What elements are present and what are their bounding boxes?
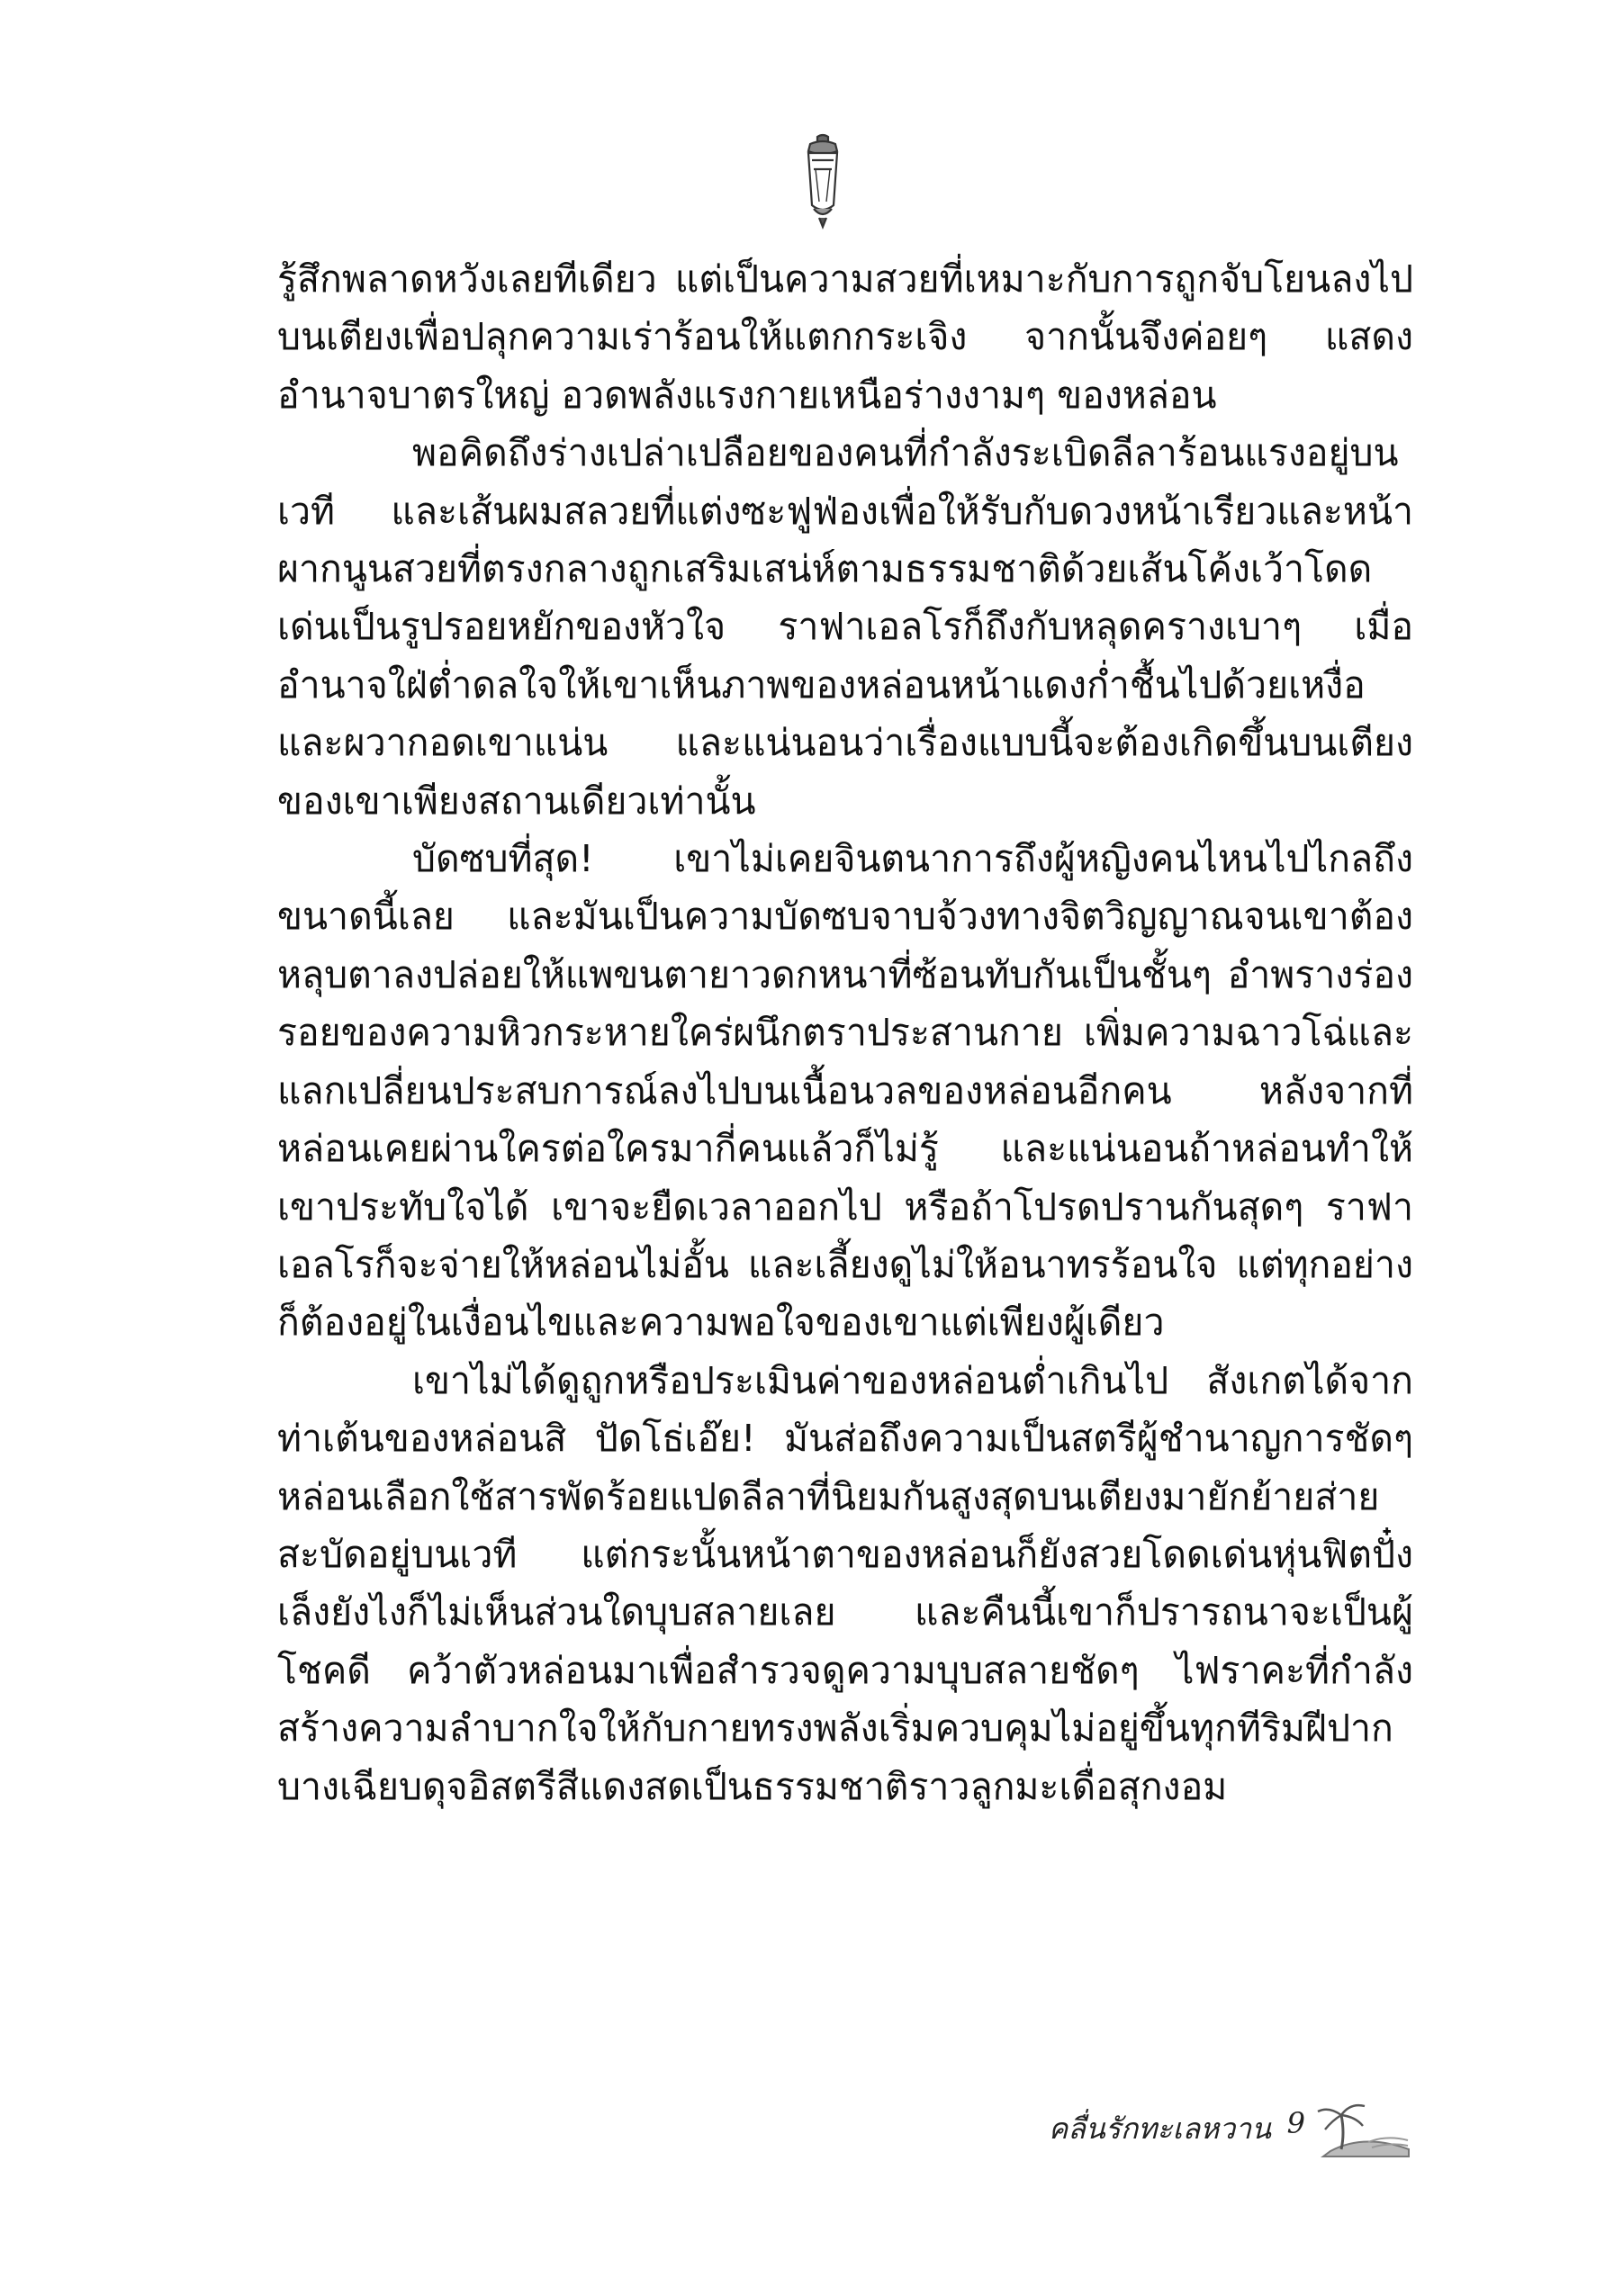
island-palm-emblem-icon <box>1314 2097 1413 2160</box>
book-title: คลื่นรักทะเลหวาน <box>1048 2111 1271 2146</box>
lantern-ornament-icon <box>798 133 848 230</box>
paragraph-4: เขาไม่ได้ดูถูกหรือประเมินค่าของหล่อนต่ำเกินไป สังเกตได้จากท่าเต้นของหล่อนสิ ปัดโธ่เอ๊ย! มันส่อถึงความเป็นสตรีผู้ชำนาญการชัดๆ หล่อนเลือกใช้สารพัดร้อยแปดลีลาที่นิยมกันสูงสุดบนเตียงมายักย้ายส่ายสะบัดอยู่บนเวที แต่กระนั้นหน้าตาของหล่อนก็ยังสวยโดดเด่นหุ่นฟิตปั๋ง เล็งยังไงก็ไม่เห็นส่วนใดบุบสลายเลย และคืนนี้เขาก็ปรารถนาจะเป็นผู้โชคดี คว้าตัวหล่อนมาเพื่อสำรวจดูความบุบสลายชัดๆ ไฟราคะที่กำลังสร้างความลำบากใจให้กับกายทรงพลังเริ่มควบคุมไม่อยู่ขึ้นทุกทีริมฝีปากบางเฉียบดุจอิสตรีสีแดงสดเป็นธรรมชาติราวลูกมะเดื่อสุกงอม <box>277 1358 1413 1808</box>
page-number: 9 <box>1286 2106 1305 2140</box>
body-text <box>277 250 1413 1815</box>
paragraph-3: บัดซบที่สุด! เขาไม่เคยจินตนาการถึงผู้หญิงคนไหนไปไกลถึงขนาดนี้เลย และมันเป็นความบัดซบจาบจ้วงทางจิตวิญญาณจนเขาต้องหลุบตาลงปล่อยให้แพขนตายาวดกหนาที่ซ้อนทับกันเป็นชั้นๆ อำพรางร่องรอยของความหิวกระหายใคร่ผนึกตราประสานกาย เพิ่มความฉาวโฉ่และแลกเปลี่ยนประสบการณ์ลงไปบนเนื้อนวลของหล่อนอีกคน หลังจากที่หล่อนเคยผ่านใครต่อใครมากี่คนแล้วก็ไม่รู้ และแน่นอนถ้าหล่อนทำให้เขาประทับใจได้ เขาจะยืดเวลาออกไป หรือถ้าโปรดปรานกันสุดๆ ราฟาเอลโรก็จะจ่ายให้หล่อนไม่อั้น และเลี้ยงดูไม่ให้อนาทรร้อนใจ แต่ทุกอย่างก็ต้องอยู่ในเงื่อนไขและความพอใจของเขาแต่เพียงผู้เดียว <box>277 837 1413 1345</box>
paragraph-1: รู้สึกพลาดหวังเลยทีเดียว แต่เป็นความสวยที่เหมาะกับการถูกจับโยนลงไปบนเตียงเพื่อปลุกความเร่าร้อนให้แตกกระเจิง จากนั้นจึงค่อยๆ แสดงอำนาจบาตรใหญ่ อวดพลังแรงกายเหนือร่างงามๆ ของหล่อน <box>277 257 1413 417</box>
page-footer <box>1035 2097 1413 2169</box>
paragraph-2: พอคิดถึงร่างเปล่าเปลือยของคนที่กำลังระเบิดลีลาร้อนแรงอยู่บนเวที และเส้นผมสลวยที่แต่งซะฟูฟ่องเพื่อให้รับกับดวงหน้าเรียวและหน้าผากนูนสวยที่ตรงกลางถูกเสริมเสน่ห์ตามธรรมชาติด้วยเส้นโค้งเว้าโดดเด่นเป็นรูปรอยหยักของหัวใจ ราฟาเอลโรก็ถึงกับหลุดครางเบาๆ เมื่ออำนาจใฝ่ต่ำดลใจให้เขาเห็นภาพของหล่อนหน้าแดงก่ำชื้นไปด้วยเหงื่อและผวากอดเขาแน่น และแน่นอนว่าเรื่องแบบนี้จะต้องเกิดขึ้นบนเตียงของเขาเพียงสถานเดียวเท่านั้น <box>277 431 1413 823</box>
